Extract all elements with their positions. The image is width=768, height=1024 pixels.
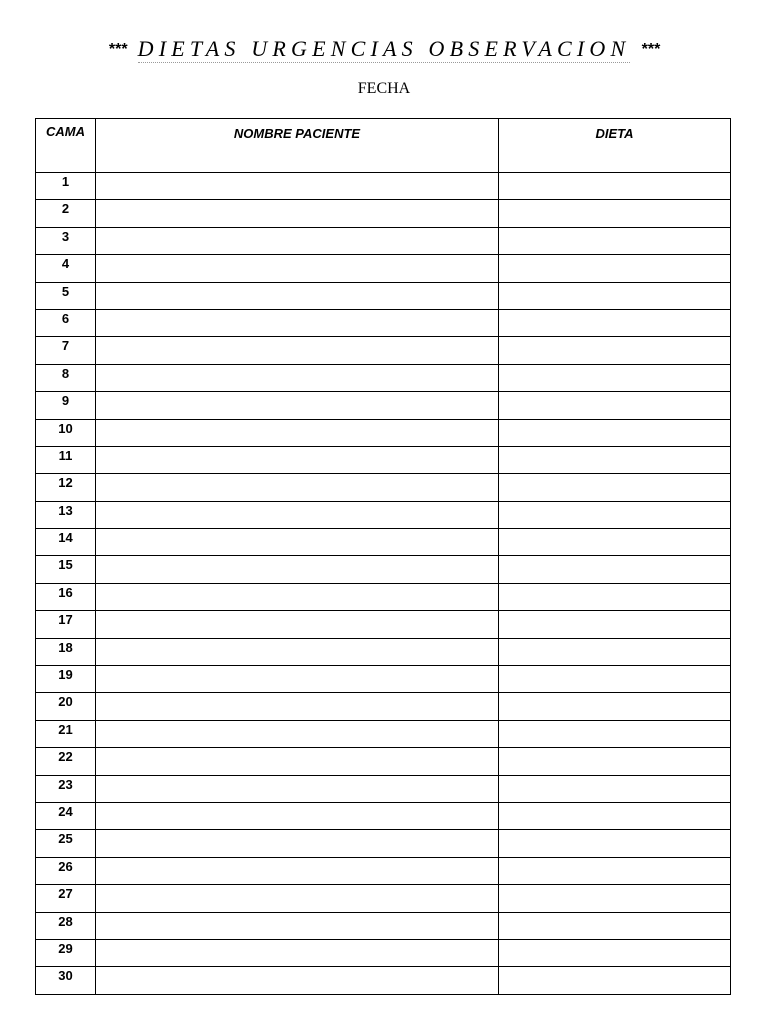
bed-number-cell: 24 xyxy=(36,802,96,829)
bed-number-cell: 9 xyxy=(36,392,96,419)
bed-number-cell: 26 xyxy=(36,857,96,884)
table-row xyxy=(36,830,731,857)
column-header-patient-name: NOMBRE PACIENTE xyxy=(96,119,499,173)
table-row xyxy=(36,392,731,419)
table-row xyxy=(36,501,731,528)
table-row xyxy=(36,446,731,473)
diet-cell[interactable] xyxy=(499,474,731,501)
diet-cell[interactable] xyxy=(499,912,731,939)
bed-number-cell: 21 xyxy=(36,720,96,747)
bed-number-cell: 6 xyxy=(36,309,96,336)
bed-number-cell: 11 xyxy=(36,446,96,473)
table-row xyxy=(36,857,731,884)
bed-number-cell: 17 xyxy=(36,611,96,638)
diet-cell[interactable] xyxy=(499,967,731,994)
diet-cell[interactable] xyxy=(499,775,731,802)
table-row xyxy=(36,885,731,912)
bed-number-cell: 22 xyxy=(36,748,96,775)
bed-number-cell: 20 xyxy=(36,693,96,720)
column-header-bed: CAMA xyxy=(36,119,96,173)
column-header-diet: DIETA xyxy=(499,119,731,173)
bed-number-cell: 13 xyxy=(36,501,96,528)
title-suffix-stars: *** xyxy=(641,41,660,58)
diet-cell[interactable] xyxy=(499,556,731,583)
patient-name-cell[interactable] xyxy=(96,309,499,336)
table-row xyxy=(36,200,731,227)
table-row xyxy=(36,720,731,747)
diet-cell[interactable] xyxy=(499,255,731,282)
patient-name-cell[interactable] xyxy=(96,255,499,282)
table-row xyxy=(36,693,731,720)
table-row xyxy=(36,255,731,282)
table-row xyxy=(36,173,731,200)
patient-name-cell[interactable] xyxy=(96,419,499,446)
patient-name-cell[interactable] xyxy=(96,802,499,829)
bed-number-cell: 29 xyxy=(36,939,96,966)
diet-cell[interactable] xyxy=(499,529,731,556)
table-row xyxy=(36,337,731,364)
bed-number-cell: 8 xyxy=(36,364,96,391)
patient-name-cell[interactable] xyxy=(96,200,499,227)
patient-name-cell[interactable] xyxy=(96,693,499,720)
table-row xyxy=(36,666,731,693)
table-row xyxy=(36,419,731,446)
bed-number-cell: 28 xyxy=(36,912,96,939)
table-row xyxy=(36,748,731,775)
table-row xyxy=(36,967,731,994)
title-text: DIETAS URGENCIAS OBSERVACION xyxy=(137,36,631,61)
bed-number-cell: 19 xyxy=(36,666,96,693)
diet-cell[interactable] xyxy=(499,227,731,254)
bed-number-cell: 16 xyxy=(36,583,96,610)
patient-name-cell[interactable] xyxy=(96,392,499,419)
diet-cell[interactable] xyxy=(499,446,731,473)
bed-number-cell: 1 xyxy=(36,173,96,200)
table-row xyxy=(36,529,731,556)
bed-number-cell: 15 xyxy=(36,556,96,583)
diet-cell[interactable] xyxy=(499,282,731,309)
diet-cell[interactable] xyxy=(499,173,731,200)
patient-name-cell[interactable] xyxy=(96,830,499,857)
bed-number-cell: 12 xyxy=(36,474,96,501)
diet-cell[interactable] xyxy=(499,857,731,884)
patient-name-cell[interactable] xyxy=(96,173,499,200)
date-label: FECHA xyxy=(357,80,411,97)
table-row xyxy=(36,638,731,665)
table-row xyxy=(36,583,731,610)
diet-cell[interactable] xyxy=(499,364,731,391)
diet-table xyxy=(35,118,731,995)
bed-number-cell: 2 xyxy=(36,200,96,227)
bed-number-cell: 30 xyxy=(36,967,96,994)
table-row xyxy=(36,802,731,829)
diet-cell[interactable] xyxy=(499,392,731,419)
diet-cell[interactable] xyxy=(499,748,731,775)
table-row xyxy=(36,775,731,802)
diet-cell[interactable] xyxy=(499,885,731,912)
patient-name-cell[interactable] xyxy=(96,583,499,610)
diet-cell[interactable] xyxy=(499,611,731,638)
diet-cell[interactable] xyxy=(499,638,731,665)
patient-name-cell[interactable] xyxy=(96,857,499,884)
bed-number-cell: 14 xyxy=(36,529,96,556)
patient-name-cell[interactable] xyxy=(96,501,499,528)
table-row xyxy=(36,611,731,638)
bed-number-cell: 23 xyxy=(36,775,96,802)
bed-number-cell: 18 xyxy=(36,638,96,665)
patient-name-cell[interactable] xyxy=(96,775,499,802)
bed-number-cell: 4 xyxy=(36,255,96,282)
patient-name-cell[interactable] xyxy=(96,364,499,391)
patient-name-cell[interactable] xyxy=(96,529,499,556)
patient-name-cell[interactable] xyxy=(96,885,499,912)
patient-name-cell[interactable] xyxy=(96,912,499,939)
table-row xyxy=(36,474,731,501)
diet-cell[interactable] xyxy=(499,802,731,829)
patient-name-cell[interactable] xyxy=(96,446,499,473)
table-row xyxy=(36,309,731,336)
patient-name-cell[interactable] xyxy=(96,939,499,966)
diet-cell[interactable] xyxy=(499,720,731,747)
table-body xyxy=(36,173,731,995)
table-row xyxy=(36,282,731,309)
bed-number-cell: 27 xyxy=(36,885,96,912)
patient-name-cell[interactable] xyxy=(96,720,499,747)
diet-cell[interactable] xyxy=(499,666,731,693)
diet-cell[interactable] xyxy=(499,583,731,610)
table-row xyxy=(36,939,731,966)
diet-cell[interactable] xyxy=(499,939,731,966)
page-title xyxy=(0,36,768,62)
patient-name-cell[interactable] xyxy=(96,611,499,638)
patient-name-cell[interactable] xyxy=(96,282,499,309)
title-prefix-stars: *** xyxy=(108,41,127,58)
patient-name-cell[interactable] xyxy=(96,337,499,364)
diet-cell[interactable] xyxy=(499,419,731,446)
table-row xyxy=(36,912,731,939)
patient-name-cell[interactable] xyxy=(96,666,499,693)
diet-cell[interactable] xyxy=(499,309,731,336)
bed-number-cell: 3 xyxy=(36,227,96,254)
bed-number-cell: 10 xyxy=(36,419,96,446)
table-row xyxy=(36,364,731,391)
patient-name-cell[interactable] xyxy=(96,227,499,254)
bed-number-cell: 7 xyxy=(36,337,96,364)
diet-cell[interactable] xyxy=(499,693,731,720)
patient-name-cell[interactable] xyxy=(96,638,499,665)
patient-name-cell[interactable] xyxy=(96,967,499,994)
table-header-row xyxy=(36,119,731,173)
bed-number-cell: 5 xyxy=(36,282,96,309)
patient-name-cell[interactable] xyxy=(96,748,499,775)
patient-name-cell[interactable] xyxy=(96,556,499,583)
diet-cell[interactable] xyxy=(499,337,731,364)
patient-name-cell[interactable] xyxy=(96,474,499,501)
bed-number-cell: 25 xyxy=(36,830,96,857)
diet-cell[interactable] xyxy=(499,830,731,857)
table-row xyxy=(36,556,731,583)
diet-cell[interactable] xyxy=(499,501,731,528)
diet-cell[interactable] xyxy=(499,200,731,227)
table-row xyxy=(36,227,731,254)
